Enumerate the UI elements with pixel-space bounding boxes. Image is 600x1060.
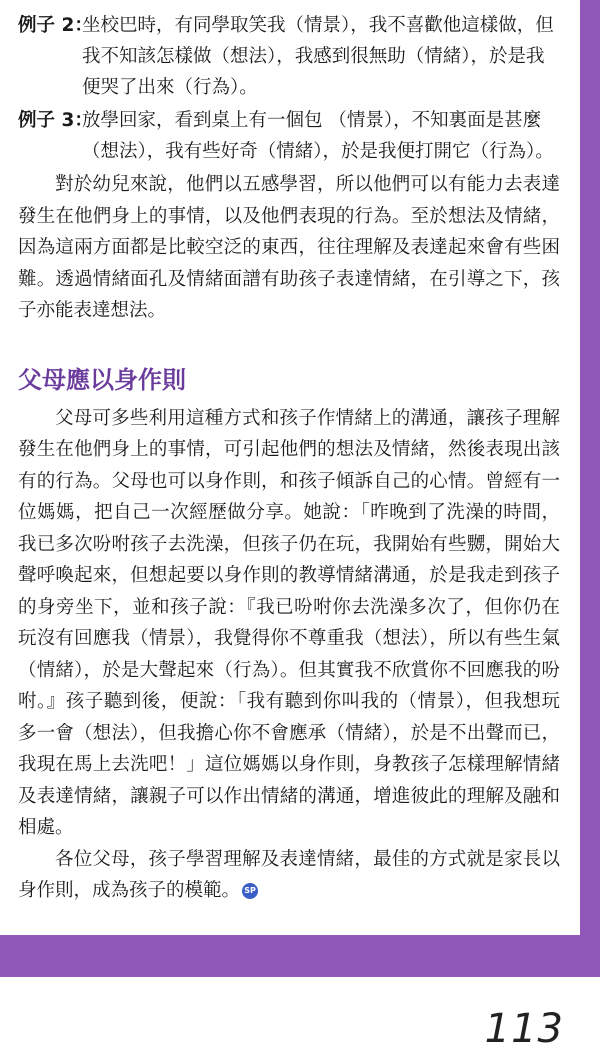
closing-paragraph [18, 844, 560, 907]
bottom-decorative-band [0, 935, 600, 977]
example-2 [18, 10, 560, 103]
section-heading: 父母應以身作則 [18, 365, 186, 394]
sp-logo-icon: SP [242, 883, 258, 899]
intro-paragraph: 對於幼兒來說，他們以五感學習，所以他們可以有能力去表達發生在他們身上的事情，以及他們表現的行為。至於想法及情緒，因為這兩方面都是比較空泛的東西，往往理解及表達起來會有些困難。透過情緒面孔及情緒面譜有助孩子表達情緒，在引導之下，孩子亦能表達想法。 [18, 174, 560, 321]
right-decorative-band [578, 0, 600, 935]
example-3-text: 放學回家，看到桌上有一個包 （情景），不知裏面是甚麼（想法），我有些好奇（情緒），於是我便打開它（行為）。 [82, 110, 554, 162]
example-2-text: 坐校巴時，有同學取笑我（情景），我不喜歡他這樣做，但我不知該怎樣做（想法），我感到很無助（情緒），於是我便哭了出來（行為）。 [82, 15, 554, 98]
page-number: 113 [484, 1006, 564, 1052]
example-2-label: 例子 2： [18, 15, 93, 36]
closing-paragraph-text: 各位父母，孩子學習理解及表達情緒，最佳的方式就是家長以身作則，成為孩子的模範。 [18, 848, 560, 901]
section-paragraph: 父母可多些利用這種方式和孩子作情緒上的溝通，讓孩子理解發生在他們身上的事情，可引起他們的想法及情緒，然後表現出該有的行為。父母也可以身作則，和孩子傾訴自己的心情。曾經有一位媽媽，把自己一次經歷做分享。她說：「昨晚到了洗澡的時間，我已多次吩咐孩子去洗澡，但孩子仍在玩，我開始有些嬲，開始大聲呼喚起來，但想起要以身作則的教導情緒溝通，於是我走到孩子的身旁坐下，並和孩子說：『我已吩咐你去洗澡多次了，但你仍在玩沒有回應我（情景），我覺得你不尊重我（想法），所以有些生氣（情緒），於是大聲起來（行為）。但其實我不欣賞你不回應我的吩咐。』孩子聽到後，便說：「我有聽到你叫我的（情景），但我想玩多一會（想法），但我擔心你不會應承（情緒），於是不出聲而已，我現在馬上去洗吧！」這位媽媽以身作則，身教孩子怎樣理解情緒及表達情緒，讓親子可以作出情緒的溝通，增進彼此的理解及融和相處。 [18, 407, 560, 838]
example-3 [18, 105, 560, 167]
example-3-label: 例子 3： [18, 110, 93, 131]
